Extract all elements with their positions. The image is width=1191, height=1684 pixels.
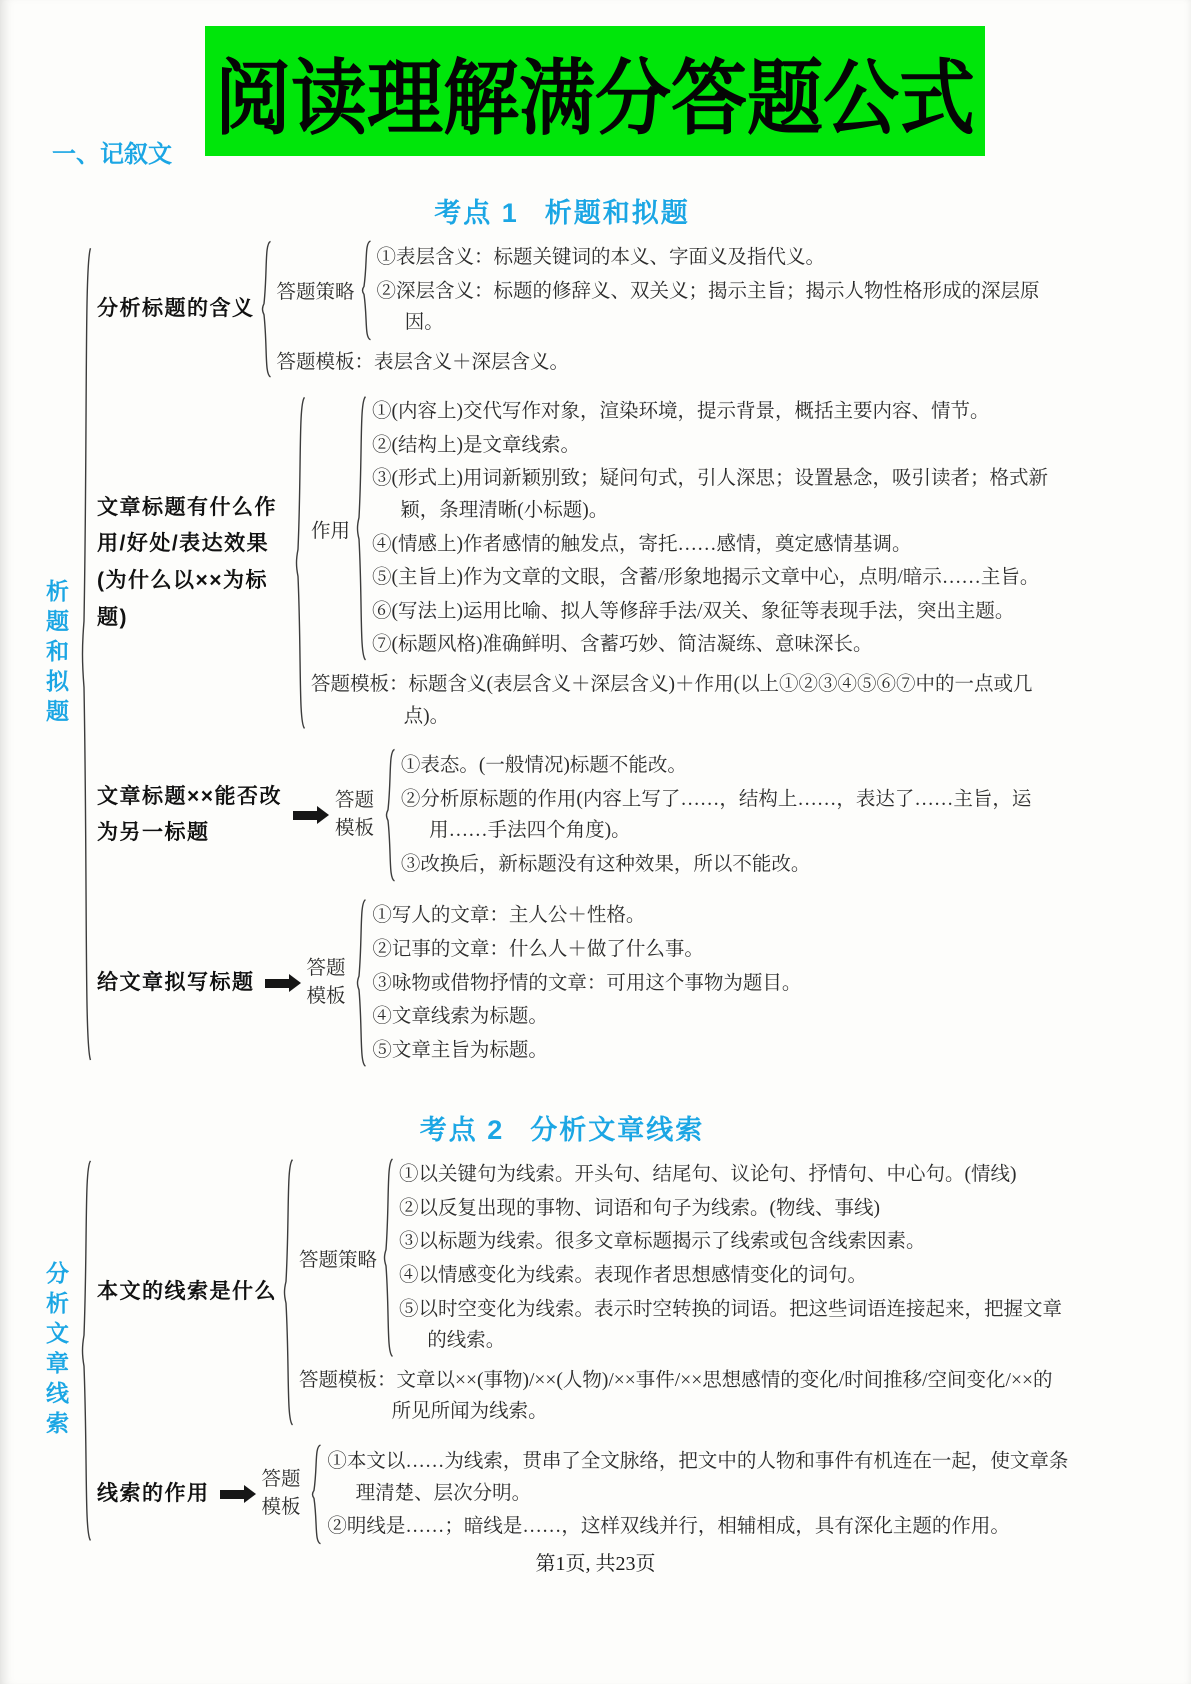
branch-clue-role xyxy=(97,1444,1070,1545)
section-heading: 一、记叙文 xyxy=(52,141,172,168)
draft-item: ④文章线索为标题。 xyxy=(372,1006,548,1028)
arrow-icon xyxy=(220,1490,244,1499)
page-number: 第1页, 共23页 xyxy=(535,1553,656,1575)
clue-item: ②以反复出现的事物、词语和句子为线索。(物线、事线) xyxy=(399,1197,881,1219)
answer-template-label: 答题模板 xyxy=(261,1469,301,1519)
arrow-icon xyxy=(265,979,289,988)
branch-label: 分析标题的含义 xyxy=(97,296,255,320)
brace-icon xyxy=(381,1157,394,1358)
draft-item: ⑤文章主旨为标题。 xyxy=(372,1039,548,1061)
kaodian1-heading xyxy=(42,191,1082,230)
strategy-label: 答题策略 xyxy=(299,1250,378,1272)
strategy-label: 答题策略 xyxy=(276,282,355,304)
strategy-item: ②深层含义：标题的修辞义、双关义；揭示主旨；揭示人物性格形成的深层原因。 xyxy=(376,280,1040,334)
title-banner xyxy=(205,26,985,156)
brace-icon xyxy=(354,394,367,663)
answer-template-label: 答题模板 xyxy=(335,789,375,840)
branch-label: 线索的作用 xyxy=(97,1481,210,1505)
branch-clue-what xyxy=(97,1157,1070,1428)
kaodian1-title: 析题和拟题 xyxy=(544,198,690,228)
brace-icon xyxy=(79,240,92,1068)
branch-label: 文章标题有什么作用/好处/表达效果(为什么以××为标题) xyxy=(97,495,277,629)
function-item: ④(情感上)作者感情的触发点，寄托……感情，奠定感情基调。 xyxy=(372,533,912,555)
page-title: 阅读理解满分答题公式 xyxy=(215,52,975,145)
template-line: 答题模板：文章以××(事物)/××(人物)/××事件/××思想感情的变化/时间推移/空间变化/××的所见所闻为线索。 xyxy=(299,1369,1053,1423)
kaodian2-heading xyxy=(42,1108,1082,1147)
brace-icon xyxy=(293,394,306,732)
branch-title-meaning xyxy=(97,240,1070,378)
brace-icon xyxy=(259,240,272,378)
draft-item: ①写人的文章：主人公＋性格。 xyxy=(372,905,646,927)
kaodian2-title: 分析文章线索 xyxy=(530,1115,705,1146)
branch-label: 给文章拟写标题 xyxy=(97,970,255,994)
function-item: ⑥(写法上)运用比喻、拟人等修辞手法/双关、象征等表现手法，突出主题。 xyxy=(372,600,1015,622)
kaodian1-tree xyxy=(40,240,1070,1068)
branch-label: 文章标题××能否改为另一标题 xyxy=(97,784,283,845)
arrow-icon xyxy=(293,811,317,820)
brace-icon xyxy=(309,1444,322,1545)
branch-title-function xyxy=(97,394,1070,732)
function-item: ⑤(主旨上)作为文章的文眼，含蓄/形象地揭示文章中心，点明/暗示……主旨。 xyxy=(372,567,1040,589)
brace-icon xyxy=(354,898,367,1068)
change-item: ①表态。(一般情况)标题不能改。 xyxy=(400,755,687,777)
function-item: ⑦(标题风格)准确鲜明、含蓄巧妙、简洁凝练、意味深长。 xyxy=(372,634,873,656)
function-item: ①(内容上)交代写作对象，渲染环境，提示背景，概括主要内容、情节。 xyxy=(372,401,990,423)
clue-item: ③以标题为线索。很多文章标题揭示了线索或包含线索因素。 xyxy=(399,1231,926,1253)
change-item: ③改换后，新标题没有这种效果，所以不能改。 xyxy=(400,853,811,875)
role-item: ②明线是……；暗线是……，这样双线并行，相辅相成，具有深化主题的作用。 xyxy=(327,1516,1010,1538)
function-item: ③(形式上)用词新颖别致；疑问句式，引人深思；设置悬念，吸引读者；格式新颖，条理清晰(小标题)。 xyxy=(372,468,1049,522)
kaodian2-tree xyxy=(40,1157,1070,1544)
brace-icon xyxy=(383,748,396,882)
draft-item: ②记事的文章：什么人＋做了什么事。 xyxy=(372,938,704,960)
clue-item: ⑤以时空变化为线索。表示时空转换的词语。把这些词语连接起来，把握文章的线索。 xyxy=(399,1298,1063,1352)
branch-title-change xyxy=(97,748,1070,882)
kaodian2-root-label: 分析文章线索 xyxy=(43,1260,69,1441)
brace-icon xyxy=(281,1157,294,1428)
change-item: ②分析原标题的作用(内容上写了……，结构上……，表达了……主旨，运用……手法四个角度)。 xyxy=(400,788,1032,842)
clue-item: ④以情感变化为线索。表现作者思想感情变化的词句。 xyxy=(399,1265,868,1287)
kaodian1-number: 考点 1 xyxy=(434,198,519,228)
template-line: 答题模板：表层含义＋深层含义。 xyxy=(276,351,570,373)
brace-icon xyxy=(359,240,372,341)
clue-item: ①以关键句为线索。开头句、结尾句、议论句、抒情句、中心句。(情线) xyxy=(399,1164,1017,1186)
branch-title-draft xyxy=(97,898,1070,1068)
role-label: 作用 xyxy=(311,520,351,542)
kaodian1-root-label: 析题和拟题 xyxy=(43,579,69,730)
template-line: 答题模板：标题含义(表层含义＋深层含义)＋作用(以上①②③④⑤⑥⑦中的一点或几点)。 xyxy=(311,673,1033,727)
kaodian2-number: 考点 2 xyxy=(419,1115,505,1146)
role-item: ①本文以……为线索，贯串了全文脉络，把文中的人物和事件有机连在一起，使文章条理清楚、层次分明。 xyxy=(327,1450,1069,1504)
draft-item: ③咏物或借物抒情的文章：可用这个事物为题目。 xyxy=(372,972,802,994)
function-item: ②(结构上)是文章线索。 xyxy=(372,434,581,456)
answer-template-label: 答题模板 xyxy=(306,958,346,1008)
strategy-item: ①表层含义：标题关键词的本义、字面义及指代义。 xyxy=(376,247,826,268)
branch-label: 本文的线索是什么 xyxy=(97,1280,277,1304)
brace-icon xyxy=(79,1157,92,1544)
